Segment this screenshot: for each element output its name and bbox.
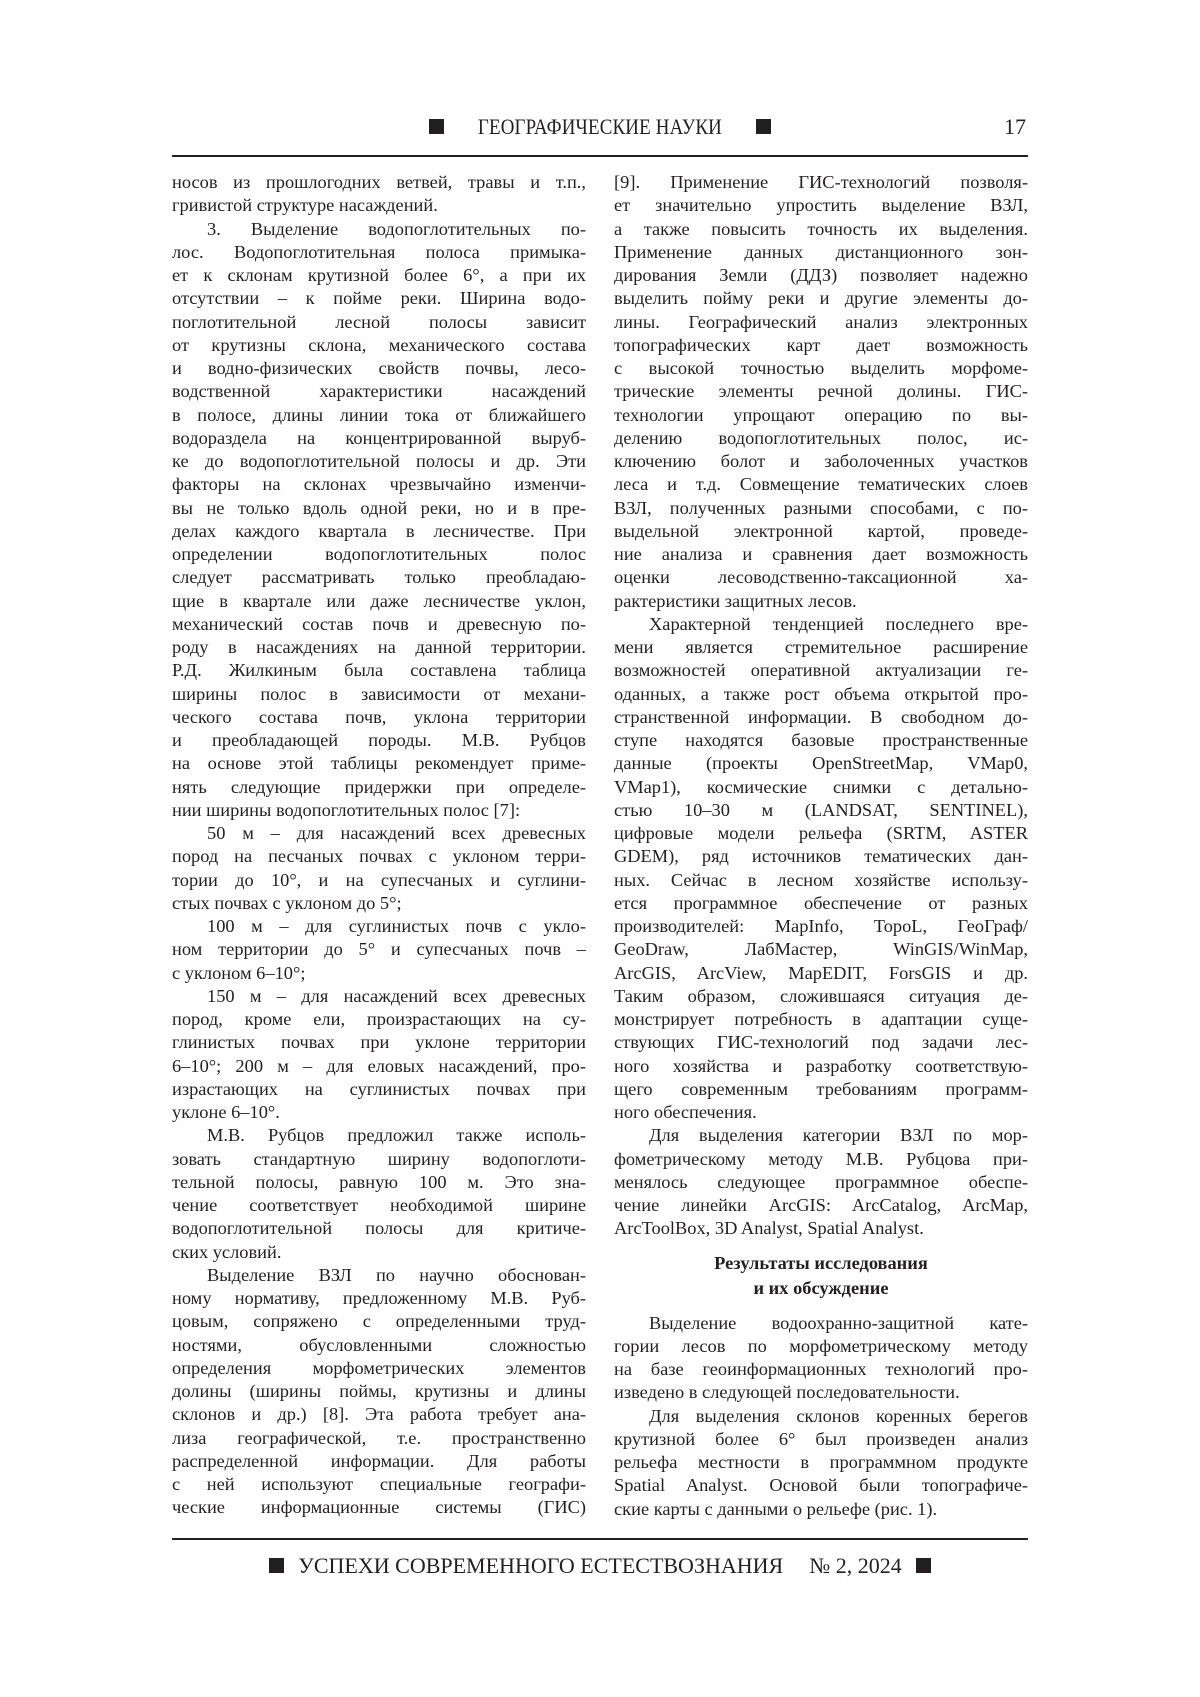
text-line: ключению болот и заболоченных участков xyxy=(614,450,1028,473)
text-line: оданных, а также рост объема открытой про- xyxy=(614,683,1028,706)
text-line: водораздела на концентрированной выруб- xyxy=(172,427,586,450)
page-number: 17 xyxy=(1004,112,1026,142)
text-line: ские карты с данными о рельефе (рис. 1). xyxy=(614,1498,1028,1521)
text-line: цовым, сопряжено с определенными труд- xyxy=(172,1310,586,1333)
text-line: поглотительной лесной полосы зависит xyxy=(172,311,586,334)
running-header xyxy=(172,112,1028,142)
text-line: с уклоном 6–10°; xyxy=(172,962,586,985)
text-line: чение соответствует необходимой ширине xyxy=(172,1194,586,1217)
text-line: ческого состава почв, уклона территории xyxy=(172,706,586,729)
paragraph xyxy=(614,171,1028,613)
text-line: следует рассматривать только преобладаю- xyxy=(172,566,586,589)
text-line: лос. Водопоглотительная полоса примыка- xyxy=(172,241,586,264)
text-line: ВЗЛ, полученных разными способами, с по- xyxy=(614,497,1028,520)
text-line: Для выделения склонов коренных берегов xyxy=(614,1405,1028,1428)
paragraph xyxy=(614,1405,1028,1521)
text-line: М.В. Рубцов предложил также исполь- xyxy=(172,1124,586,1147)
text-line: склонов и др.) [8]. Эта работа требует ана- xyxy=(172,1403,586,1426)
paragraph xyxy=(172,822,586,915)
text-line: щего современным требованиям программ- xyxy=(614,1078,1028,1101)
square-bullet-icon xyxy=(269,1558,284,1573)
section-heading-line: и их обсуждение xyxy=(614,1276,1028,1301)
text-line: зовать стандартную ширину водопоглоти- xyxy=(172,1148,586,1171)
text-line: гории лесов по морфометрическому методу xyxy=(614,1335,1028,1358)
text-line: странственной информации. В свободном до- xyxy=(614,706,1028,729)
text-line: в полосе, длины линии тока от ближайшего xyxy=(172,404,586,427)
text-line: 50 м – для насаждений всех древесных xyxy=(172,822,586,845)
text-line: 3. Выделение водопоглотительных по- xyxy=(172,218,586,241)
text-line: долины (ширины поймы, крутизны и длины xyxy=(172,1380,586,1403)
text-line: механический состав почв и древесную по- xyxy=(172,613,586,636)
text-line: водственной характеристики насаждений xyxy=(172,380,586,403)
text-line: монстрирует потребность в адаптации суще- xyxy=(614,1008,1028,1031)
text-line: ских условий. xyxy=(172,1241,586,1264)
text-line: уклоне 6–10°. xyxy=(172,1101,586,1124)
text-line: Характерной тенденцией последнего вре- xyxy=(614,613,1028,636)
text-line: лины. Географический анализ электронных xyxy=(614,311,1028,334)
text-line: делению водопоглотительных полос, ис- xyxy=(614,427,1028,450)
paragraph xyxy=(172,915,586,985)
text-line: изведено в следующей последовательности. xyxy=(614,1381,1028,1404)
text-line: леса и т.д. Совмещение тематических слоев xyxy=(614,473,1028,496)
text-line: гривистой структуре насаждений. xyxy=(172,194,586,217)
text-line: данные (проекты OpenStreetMap, VMap0, xyxy=(614,752,1028,775)
text-line: стью 10–30 м (LANDSAT, SENTINEL), xyxy=(614,799,1028,822)
text-line: выделить пойму реки и другие элементы до- xyxy=(614,287,1028,310)
text-line: а также повысить точность их выделения. xyxy=(614,218,1028,241)
text-line: распределенной информации. Для работы xyxy=(172,1450,586,1473)
text-line: вы не только вдоль одной реки, но и в пре- xyxy=(172,497,586,520)
text-line: пород на песчаных почвах с уклоном терри- xyxy=(172,845,586,868)
left-column xyxy=(172,171,586,1520)
footer-divider xyxy=(172,1538,1028,1540)
text-line: трические элементы речной долины. ГИС- xyxy=(614,380,1028,403)
text-line: и водно-физических свойств почвы, лесо- xyxy=(172,357,586,380)
text-line: Таким образом, сложившаяся ситуация де- xyxy=(614,985,1028,1008)
text-line: стых почвах с уклоном до 5°; xyxy=(172,892,586,915)
text-line: GeoDraw, ЛабМастер, WinGIS/WinMap, xyxy=(614,938,1028,961)
text-line: роду в насаждениях на данной территории. xyxy=(172,636,586,659)
journal-name: УСПЕХИ СОВРЕМЕННОГО ЕСТЕСТВОЗНАНИЯ xyxy=(298,1553,783,1578)
text-line: ние анализа и сравнения дает возможность xyxy=(614,543,1028,566)
text-line: ствующих ГИС-технологий под задачи лес- xyxy=(614,1031,1028,1054)
text-line: [9]. Применение ГИС-технологий позволя- xyxy=(614,171,1028,194)
text-line: менялось следующее программное обеспе- xyxy=(614,1171,1028,1194)
text-line: ных. Сейчас в лесном хозяйстве использу- xyxy=(614,869,1028,892)
paragraph xyxy=(172,1264,586,1520)
text-line: цифровые модели рельефа (SRTM, ASTER xyxy=(614,822,1028,845)
text-line: израстающих на суглинистых почвах при xyxy=(172,1078,586,1101)
text-line: ном территории до 5° и супесчаных почв – xyxy=(172,938,586,961)
text-line: щие в квартале или даже лесничестве уклон, xyxy=(172,590,586,613)
text-line: Применение данных дистанционного зон- xyxy=(614,241,1028,264)
text-line: мени является стремительное расширение xyxy=(614,636,1028,659)
text-line: на базе геоинформационных технологий про- xyxy=(614,1358,1028,1381)
section-heading xyxy=(614,1251,1028,1301)
section-title-wrap xyxy=(172,112,1028,142)
paragraph xyxy=(172,1124,586,1264)
right-column-body-top xyxy=(614,171,1028,1241)
square-bullet-icon xyxy=(429,119,444,134)
text-line: ному нормативу, предложенному М.В. Руб- xyxy=(172,1287,586,1310)
section-title: ГЕОГРАФИЧЕСКИЕ НАУКИ xyxy=(478,112,722,142)
text-line: ступе находятся базовые пространственные xyxy=(614,729,1028,752)
text-line: ет к склонам крутизной более 6°, а при их xyxy=(172,264,586,287)
text-line: Spatial Analyst. Основой были топографиче- xyxy=(614,1474,1028,1497)
text-line: ет значительно упростить выделение ВЗЛ, xyxy=(614,194,1028,217)
text-line: GDEM), ряд источников тематических дан- xyxy=(614,845,1028,868)
text-line: возможностей оперативной актуализации ге- xyxy=(614,659,1028,682)
text-line: носов из прошлогодних ветвей, травы и т.п., xyxy=(172,171,586,194)
text-line: крутизной более 6° был произведен анализ xyxy=(614,1428,1028,1451)
text-line: чение линейки ArcGIS: ArcCatalog, ArcMap, xyxy=(614,1194,1028,1217)
text-line: тельной полосы, равную 100 м. Это зна- xyxy=(172,1171,586,1194)
text-line: с высокой точностью выделить морфоме- xyxy=(614,357,1028,380)
text-line: водопоглотительной полосы для критиче- xyxy=(172,1217,586,1240)
text-line: отсутствии – к пойме реки. Ширина водо- xyxy=(172,287,586,310)
text-line: VMap1), космические снимки с детально- xyxy=(614,776,1028,799)
text-line: Для выделения категории ВЗЛ по мор- xyxy=(614,1124,1028,1147)
text-line: тории до 10°, и на супесчаных и суглини- xyxy=(172,869,586,892)
text-line: ArcGIS, ArcView, MapEDIT, ForsGIS и др. xyxy=(614,962,1028,985)
text-line: ного обеспечения. xyxy=(614,1101,1028,1124)
text-line: технологии упрощают операцию по вы- xyxy=(614,404,1028,427)
text-line: Выделение водоохранно-защитной кате- xyxy=(614,1312,1028,1335)
square-bullet-icon xyxy=(756,119,771,134)
text-line: дирования Земли (ДДЗ) позволяет надежно xyxy=(614,264,1028,287)
text-line: пород, кроме ели, произрастающих на су- xyxy=(172,1008,586,1031)
section-heading-line: Результаты исследования xyxy=(614,1251,1028,1276)
text-line: делах каждого квартала в лесничестве. При xyxy=(172,520,586,543)
text-line: ке до водопоглотительной полосы и др. Эти xyxy=(172,450,586,473)
text-line: лиза географической, т.е. пространственно xyxy=(172,1427,586,1450)
paragraph xyxy=(614,613,1028,1125)
text-line: ческие информационные системы (ГИС) xyxy=(172,1496,586,1519)
text-line: Выделение ВЗЛ по научно обоснован- xyxy=(172,1264,586,1287)
text-line: 150 м – для насаждений всех древесных xyxy=(172,985,586,1008)
issue-number: № 2, 2024 xyxy=(809,1553,902,1578)
paragraph xyxy=(614,1124,1028,1240)
paragraph xyxy=(614,1312,1028,1405)
text-line: 6–10°; 200 м – для еловых насаждений, про- xyxy=(172,1055,586,1078)
running-footer xyxy=(172,1551,1028,1581)
right-column xyxy=(614,171,1028,1521)
text-line: ширины полос в зависимости от механи- xyxy=(172,683,586,706)
text-line: производителей: MapInfo, TopoL, ГеоГраф/ xyxy=(614,915,1028,938)
text-line: от крутизны склона, механического состава xyxy=(172,334,586,357)
header-divider xyxy=(172,155,1028,157)
text-line: факторы на склонах чрезвычайно изменчи- xyxy=(172,473,586,496)
text-line: рельефа местности в программном продукте xyxy=(614,1451,1028,1474)
text-line: 100 м – для суглинистых почв с укло- xyxy=(172,915,586,938)
paragraph xyxy=(172,218,586,823)
text-line: с ней используют специальные географи- xyxy=(172,1473,586,1496)
text-line: выдельной электронной картой, проведе- xyxy=(614,520,1028,543)
text-line: фометрическому методу М.В. Рубцова при- xyxy=(614,1148,1028,1171)
text-line: определения морфометрических элементов xyxy=(172,1357,586,1380)
text-line: нять следующие придержки при определе- xyxy=(172,776,586,799)
text-line: ного хозяйства и разработку соответствую- xyxy=(614,1055,1028,1078)
paragraph xyxy=(172,985,586,1125)
text-line: и преобладающей породы. М.В. Рубцов xyxy=(172,729,586,752)
text-line: нии ширины водопоглотительных полос [7]: xyxy=(172,799,586,822)
text-line: ArcToolBox, 3D Analyst, Spatial Analyst. xyxy=(614,1217,1028,1240)
text-line: рактеристики защитных лесов. xyxy=(614,590,1028,613)
text-line: на основе этой таблицы рекомендует приме- xyxy=(172,752,586,775)
square-bullet-icon xyxy=(916,1558,931,1573)
paragraph xyxy=(172,171,586,218)
text-line: топографических карт дает возможность xyxy=(614,334,1028,357)
text-line: Р.Д. Жилкиным была составлена таблица xyxy=(172,659,586,682)
text-line: ностями, обусловленными сложностью xyxy=(172,1334,586,1357)
text-line: оценки лесоводственно-таксационной ха- xyxy=(614,566,1028,589)
text-line: глинистых почвах при уклоне территории xyxy=(172,1031,586,1054)
text-line: определении водопоглотительных полос xyxy=(172,543,586,566)
right-column-body-bottom xyxy=(614,1312,1028,1521)
text-line: ется программное обеспечение от разных xyxy=(614,892,1028,915)
